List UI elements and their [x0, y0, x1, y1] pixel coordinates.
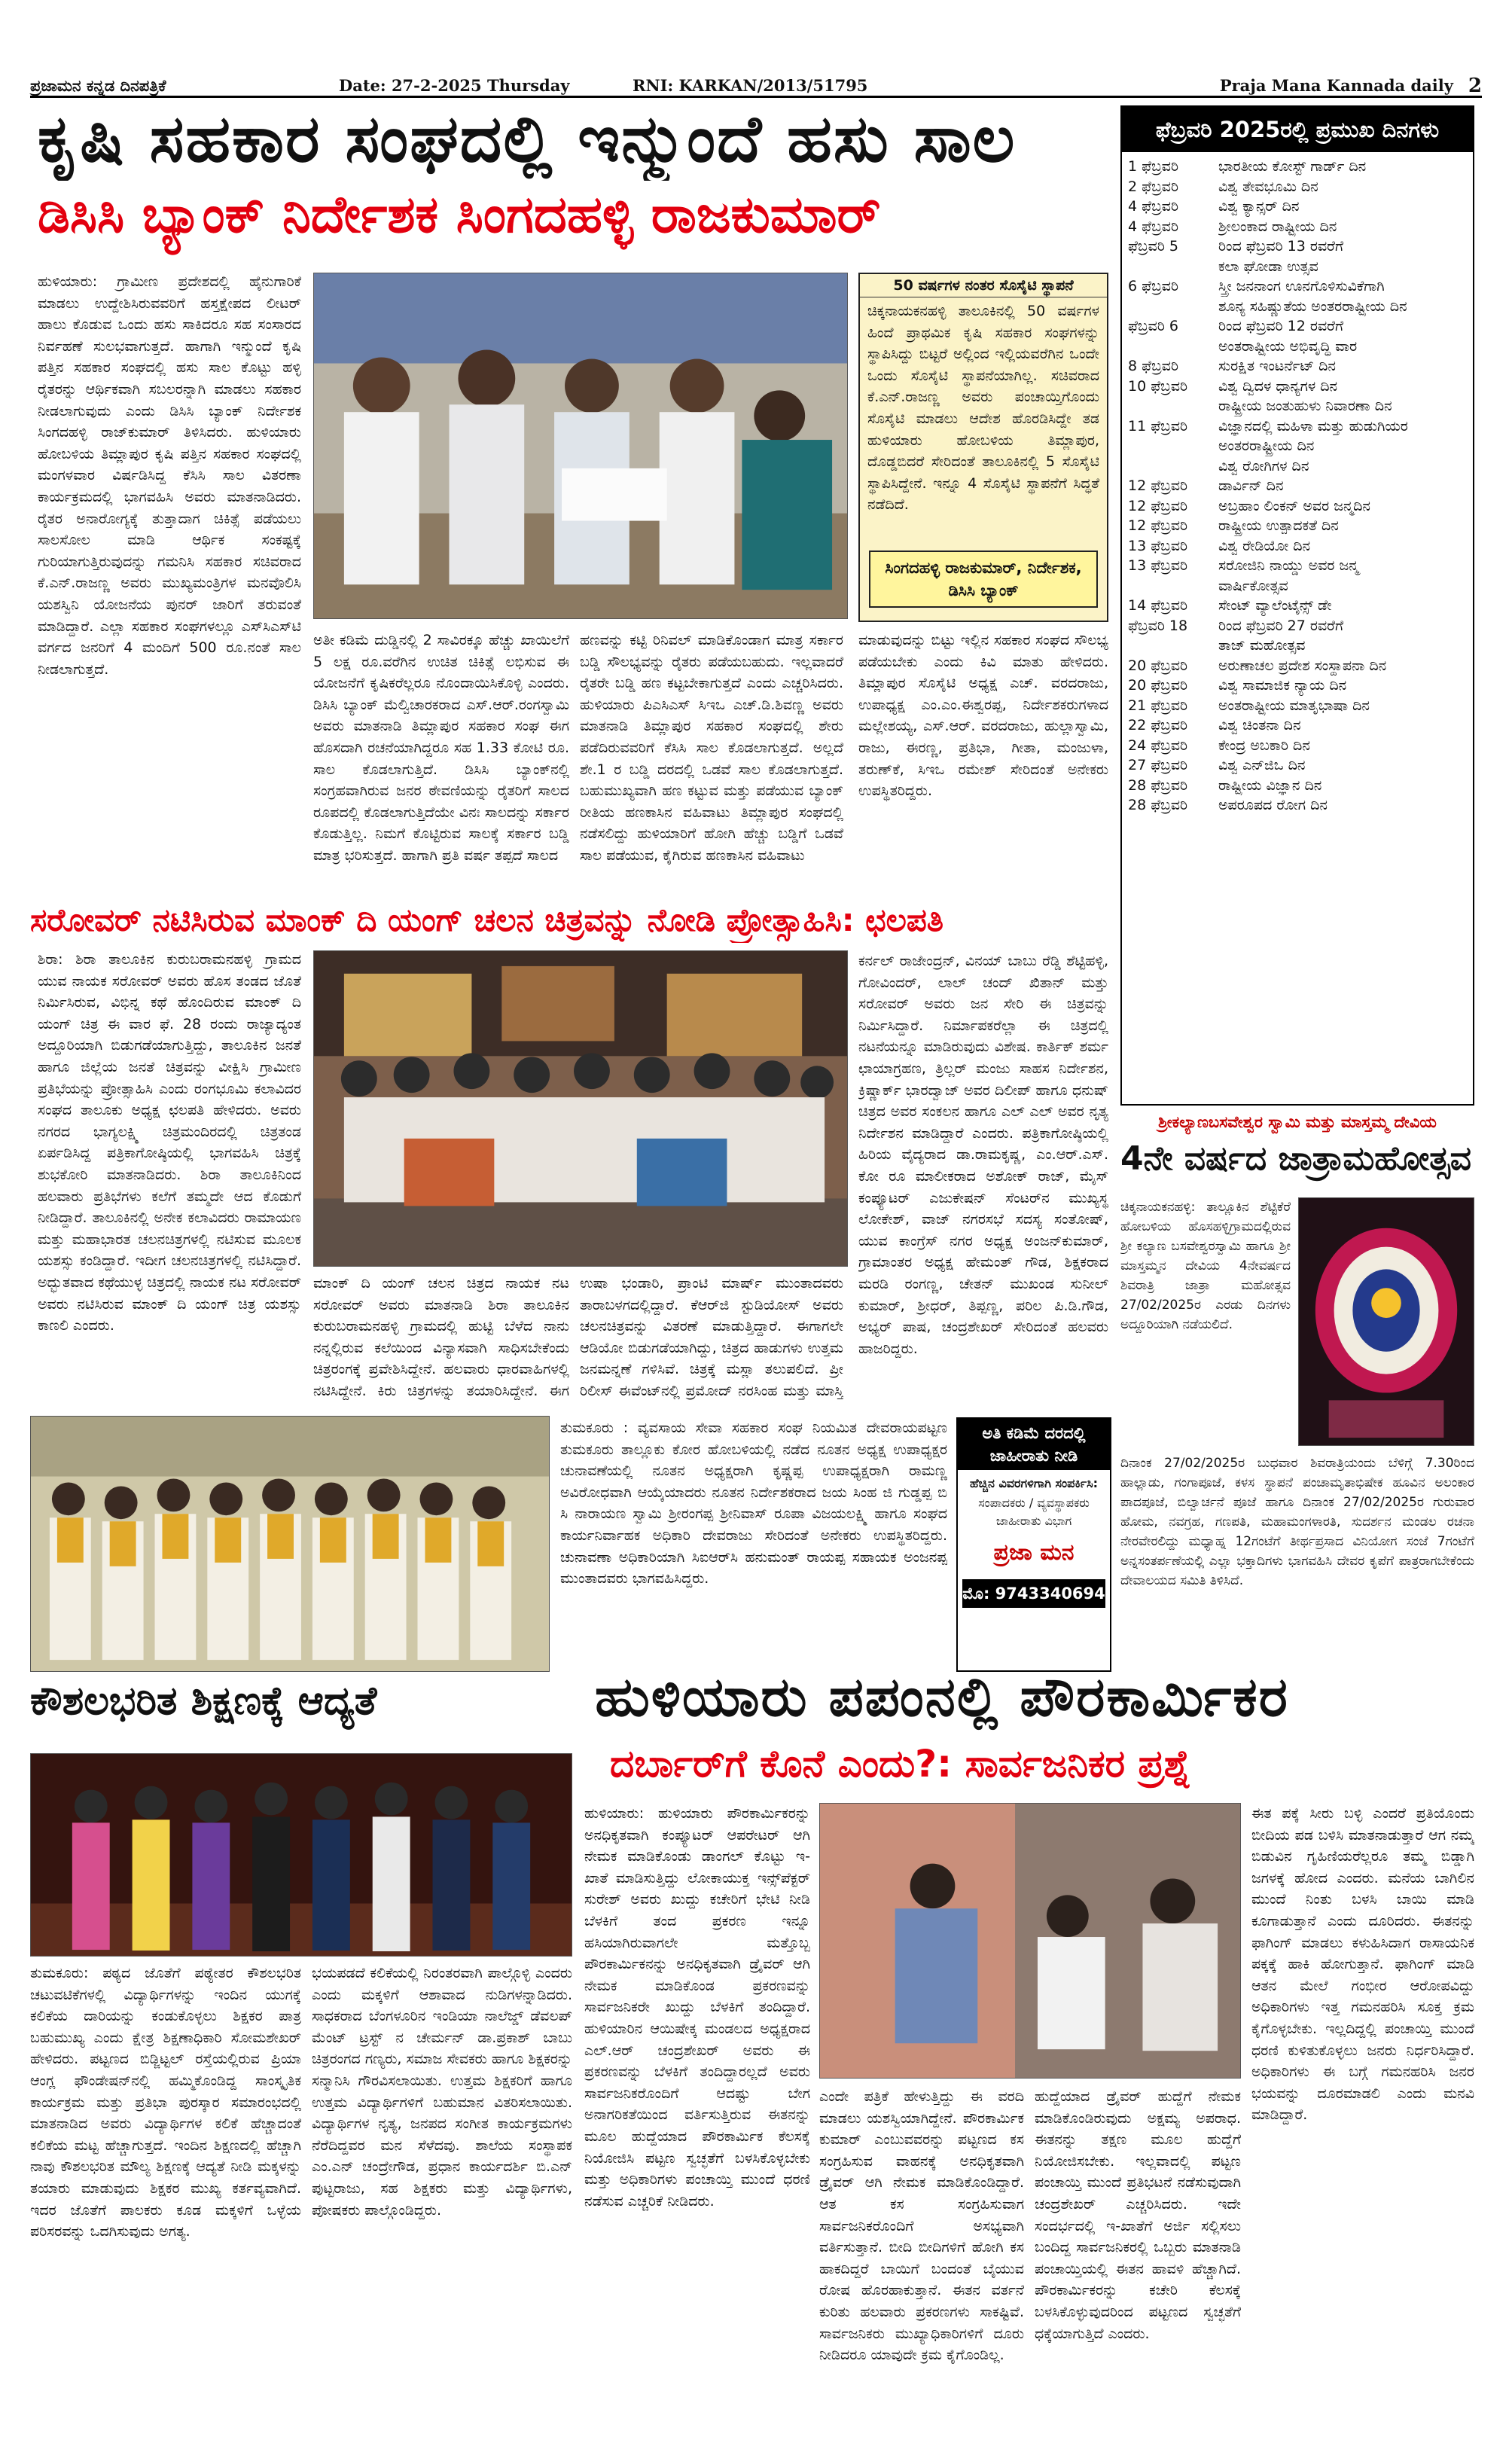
calendar-row	[1128, 356, 1467, 377]
calendar-date	[1128, 257, 1218, 277]
calendar-event: ವಿಶ್ವ ಎನ್‌ಜಿಒ ದಿನ	[1218, 757, 1306, 773]
story5-col2: ಎಂದೇ ಪತ್ರಿಕೆ ಹೇಳುತ್ತಿದ್ದು ಈ ವರದಿ ಮಾಡಲು ಯಶಸ್ವಿಯಾಗಿದ್ದೇನೆ. ಪೌರಕಾರ್ಮಿಕ ಕುಮಾರ್ ಎಂಬುವವರನ್ನು ಪಟ್ಟಣದ ಕಸ ಸಂಗ್ರಹಿಸುವ ವಾಹನಕ್ಕೆ ಅನಧಿಕೃತವಾಗಿ ಡ್ರೈವರ್ ಆಗಿ ನೇಮಕ ಮಾಡಿಕೊಂಡಿದ್ದಾರೆ. ಆತ ಕಸ ಸಂಗ್ರಹಿಸುವಾಗ ಸಾರ್ವಜನಿಕರೊಂದಿಗೆ ಅಸಭ್ಯವಾಗಿ ವರ್ತಿಸುತ್ತಾನೆ. ಬೀದಿ ಬೀದಿಗಳಿಗೆ ಹೋಗಿ ಕಸ ಹಾಕದಿದ್ದರೆ ಬಾಯಿಗೆ ಬಂದಂತೆ ಬೈಯುವ ರೋಷ ಹೊರಹಾಕುತ್ತಾನೆ. ಈತನ ವರ್ತನೆ ಕುರಿತು ಹಲವಾರು ಪ್ರಕರಣಗಳು ಸಾಕಷ್ಟಿವೆ. ಸಾರ್ವಜನಿಕರು ಮುಖ್ಯಾಧಿಕಾರಿಗಳಿಗೆ ದೂರು ನೀಡಿದರೂ ಯಾವುದೇ ಕ್ರಮ ಕೈಗೊಂಡಿಲ್ಲ.	[819, 2088, 1024, 2364]
calendar-date: 24 ಫೆಬ್ರವರಿ	[1128, 737, 1188, 754]
calendar-event: ಡಾರ್ವಿನ್ ದಿನ	[1218, 477, 1284, 494]
calendar-event: ಸುರಕ್ಷಿತ ಇಂಟರ್ನೆಟ್ ದಿನ	[1218, 358, 1336, 374]
calendar-row	[1128, 536, 1467, 557]
calendar-row	[1128, 416, 1467, 437]
temple-col-full: ದಿನಾಂಕ 27/02/2025ರ ಬುಧವಾರ ಶಿವರಾತ್ರಿಯಂದು ಬೆಳಿಗ್ಗೆ 7.30ರಿಂದ ಹಾಲ್ಲಾಡು, ಗಂಗಾಪೂಜೆ, ಕಳಸ ಸ್ಥಾಪನೆ ಪಂಚಾಮೃತಾಭಿಷೇಕ ಹೂವಿನ ಅಲಂಕಾರ ಪಾದಪೂಜೆ, ಬಿಲ್ವಾರ್ಚನೆ ಪೂಜೆ ಹಾಗೂ ದಿನಾಂಕ 27/02/2025ರ ಗುರುವಾರ ಹೋಮ, ನವಗ್ರಹ, ಗಣಪತಿ, ಮಹಾಮಂಗಳಾರತಿ, ಸುದರ್ಶನ ಮಂಡಲ ರಚನಾ ನೇರವೇರಲಿದ್ದು ಮಧ್ಯಾಹ್ನ 12ಗಂಟೆಗೆ ತೀರ್ಥಪ್ರಸಾದ ವಿನಿಯೋಗ ಸಂಜೆ 7ಗಂಟೆಗೆ ಅನ್ನಸಂತರ್ಪಣೆಯಲ್ಲಿ ಎಲ್ಲಾ ಭಕ್ತಾದಿಗಳು ಭಾಗವಹಿಸಿ ದೇವರ ಕೃಪೆಗೆ ಪಾತ್ರರಾಗಬೇಕೆಂದು ದೇವಾಲಯದ ಸಮಿತಿ ತಿಳಿಸಿದೆ.	[1120, 1456, 1474, 1588]
calendar-date: 12 ಫೆಬ್ರವರಿ	[1128, 517, 1188, 534]
calendar-row	[1128, 297, 1467, 317]
calendar-event: ವಿಶ್ವ ರೇಡಿಯೋ ದಿನ	[1218, 537, 1311, 554]
temple-caption: ಶ್ರೀಕಲ್ಯಾಣಬಸವೇಶ್ವರ ಸ್ವಾಮಿ ಮತ್ತು ಮಾಸ್ತಮ್ಮ ದೇವಿಯ	[1158, 1113, 1437, 1131]
story1-subhead: ಡಿಸಿಸಿ ಬ್ಯಾಂಕ್ ನಿರ್ದೇಶಕ ಸಿಂಗದಹಳ್ಳಿ ರಾಜಕುಮಾರ್	[38, 188, 881, 245]
calendar-date: 20 ಫೆಬ್ರವರಿ	[1128, 677, 1188, 694]
calendar-list	[1122, 152, 1473, 820]
story2-col4: ಕರ್ನಲ್ ರಾಜೇಂದ್ರನ್, ವಿನಯ್ ಬಾಬು ರೆಡ್ಡಿ ಶೆಟ್ಟಿಹಳ್ಳಿ, ಗೋವಿಂದರ್, ಲಾಲ್ ಚಂದ್ ಖಿತಾನ್ ಮತ್ತು ಸರೋವರ್ ಅವರು ಜನ ಸೇರಿ ಈ ಚಿತ್ರವನ್ನು ನಿರ್ಮಿಸಿದ್ದಾರೆ. ನಿರ್ಮಾಪಕರೆಲ್ಲಾ ಈ ಚಿತ್ರದಲ್ಲಿ ನಟನೆಯನ್ನೂ ಮಾಡಿರುವುದು ವಿಶೇಷ. ಕಾರ್ತಿಕ್ ಶರ್ಮ ಛಾಯಾಗ್ರಹಣ, ತ್ರಿಲ್ಲರ್ ಮಂಜು ಸಾಹಸ ನಿರ್ದೇಶನ, ಕ್ರಿಷ್ಣಾರ್ಕ್ ಭಾರದ್ವಾಜ್ ಅವರ ದಿಲೀಪ್ ಹಾಗೂ ಧನುಷ್ ಚಿತ್ರದ ಅವರ ಸಂಕಲನ ಹಾಗೂ ಎಲ್ ಎಲ್ ಅವರ ನೃತ್ಯ ನಿರ್ದೇಶನ ಮಾಡಿದ್ದಾರೆ ಎಂದರು. ಪತ್ರಿಕಾಗೋಷ್ಠಿಯಲ್ಲಿ ಹಿರಿಯ ವೈದ್ಯರಾದ ಡಾ.ರಾಮಕೃಷ್ಣ, ಎಂ.ಆರ್.ಎಸ್. ಕೋ ರೂ ಮಾಲೀಕರಾದ ಅಶೋಕ್ ರಾಜ್, ಮೈಸ್ ಕಂಪ್ಯೂಟರ್ ಎಜುಕೇಷನ್ ಸೆಂಟರ್‌ನ ಮುಖ್ಯಸ್ಥ ಲೋಕೇಶ್, ವಾಜ್ ನಗರಸಭೆ ಸದಸ್ಯ ಸಂತೋಷ್, ಯುವ ಕಾಂಗ್ರೆಸ್ ನಗರ ಅಧ್ಯಕ್ಷ ಅಂಜನ್‌ಕುಮಾರ್, ಗ್ರಾಮಾಂತರ ಅಧ್ಯಕ್ಷ ಹೇಮಂತ್ ಗೌಡ, ಶಿಕ್ಷಕರಾದ ಮರಡಿ ರಂಗಣ್ಣ, ಚೇತನ್ ಮುಖಂಡ ಸುನೀಲ್ ಕುಮಾರ್, ಶ್ರೀಧರ್, ತಿಪ್ಪಣ್ಣ, ಪರಿಲ ಪಿ.ಡಿ.ಗೌಡ, ಅಭ್ಯರ್ ಪಾಷ, ಚಂದ್ರಶೇಖರ್ ಸೇರಿದಂತೆ ಹಲವರು ಹಾಜರಿದ್ದರು.	[858, 953, 1108, 1357]
calendar-row	[1128, 736, 1467, 756]
calendar-row	[1128, 436, 1467, 456]
calendar-date: 28 ಫೆಬ್ರವರಿ	[1128, 776, 1188, 794]
calendar-event: ಅಂತರರಾಷ್ಟ್ರೀಯ ದಿನ	[1218, 438, 1315, 454]
anniversary-box	[858, 273, 1108, 622]
temple-photo	[1298, 1197, 1474, 1446]
calendar-date: 21 ಫೆಬ್ರವರಿ	[1128, 697, 1188, 714]
story4-col1: ತುಮಕೂರು: ಪಠ್ಯದ ಜೊತೆಗೆ ಪಠ್ಯೇತರ ಕೌಶಲಭರಿತ ಚಟುವಟಿಕೆಗಳಲ್ಲಿ ವಿದ್ಯಾರ್ಥಿಗಳನ್ನು ಇಂದಿನ ಯುಗಕ್ಕೆ ಕಲಿಕೆಯ ದಾರಿಯನ್ನು ಕಂಡುಕೊಳ್ಳಲು ಶಿಕ್ಷಕರ ಪಾತ್ರ ಬಹುಮುಖ್ಯ ಎಂದು ಕ್ಷೇತ್ರ ಶಿಕ್ಷಣಾಧಿಕಾರಿ ಸೋಮಶೇಖರ್ ಹೇಳಿದರು. ಪಟ್ಟಣದ ಬಿಡ್ಜಿಟ್ಟಲ್ ರಸ್ತೆಯಲ್ಲಿರುವ ಪ್ರಿಯಾ ಆಂಗ್ಲ ಫೌಂಡೇಷನ್‌ನಲ್ಲಿ ಹಮ್ಮಿಕೊಂಡಿದ್ದ ಸಾಂಸ್ಕೃತಿಕ ಕಾರ್ಯಕ್ರಮ ಮತ್ತು ಪ್ರತಿಭಾ ಪುರಸ್ಕಾರ ಸಮಾರಂಭದಲ್ಲಿ ಮಾತನಾಡಿದ ಅವರು ವಿದ್ಯಾರ್ಥಿಗಳ ಕಲಿಕೆ ಹೆಚ್ಚಾದಂತೆ ಕಲಿಕೆಯ ಮಟ್ಟ ಹೆಚ್ಚಾಗುತ್ತದೆ. ಇಂದಿನ ಶಿಕ್ಷಣದಲ್ಲಿ ಹೆಚ್ಚಾಗಿ ನಾವು ಕೌಶಲಭರಿತ ಮೌಲ್ಯ ಶಿಕ್ಷಣಕ್ಕೆ ಆದ್ಯತೆ ನೀಡಿ ಮಕ್ಕಳನ್ನು ತಯಾರು ಮಾಡುವುದು ಶಿಕ್ಷಕರ ಮುಖ್ಯ ಕರ್ತವ್ಯವಾಗಿದೆ. ಇದರ ಜೊತೆಗೆ ಪಾಲಕರು ಕೂಡ ಮಕ್ಕಳಿಗೆ ಒಳ್ಳೆಯ ಪರಿಸರವನ್ನು ಒದಗಿಸುವುದು ಅಗತ್ಯ.	[30, 1965, 301, 2240]
paper-name: Praja Mana Kannada daily	[1219, 76, 1453, 95]
calendar-date: ಫೆಬ್ರವರಿ 5	[1128, 238, 1178, 255]
story4-headline: ಕೌಶಲಭರಿತ ಶಿಕ್ಷಣಕ್ಕೆ ಆದ್ಯತೆ	[30, 1681, 377, 1724]
calendar-event: ಶೂನ್ಯ ಸಹಿಷ್ಣುತೆಯ ಅಂತರರಾಷ್ಟ್ರೀಯ ದಿನ	[1218, 297, 1407, 315]
calendar-event: ಅಬ್ರಹಾಂ ಲಿಂಕನ್ ಅವರ ಜನ್ಮದಿನ	[1218, 497, 1370, 514]
story1-col4: ಮಾಡುವುದನ್ನು ಬಿಟ್ಟು ಇಲ್ಲಿನ ಸಹಕಾರ ಸಂಘದ ಸೌಲಭ್ಯ ಪಡೆಯಬೇಕು ಎಂದು ಕಿವಿ ಮಾತು ಹೇಳಿದರು. ತಿಮ್ಲಾಪುರ ಸೊಸೈಟಿ ಅಧ್ಯಕ್ಷ ಎಚ್. ವರದರಾಜು, ಉಪಾಧ್ಯಕ್ಷ ಎಂ.ಎಂ.ಈಶ್ವರಪ್ಪ, ನಿರ್ದೇಶಕರುಗಳಾದ ಮಲ್ಲೇಶಯ್ಯ, ಎಸ್.ಆರ್. ವರದರಾಜು, ಹುಲ್ಲಾಸ್ವಾಮಿ, ರಾಜು, ಈರಣ್ಣ, ಪ್ರತಿಭಾ, ಗೀತಾ, ಮಂಜುಳಾ, ತರುಣ್‌ಕೆ, ಸಿಇಒ ರಮೇಶ್ ಸೇರಿದಂತೆ ಅನೇಕರು ಉಪಸ್ಥಿತರಿದ್ದರು.	[858, 632, 1108, 800]
story5-subhead: ದರ್ಬಾರ್‌ಗೆ ಕೊನೆ ಎಂದು?: ಸಾರ್ವಜನಿಕರ ಪ್ರಶ್ನೆ	[610, 1744, 1191, 1786]
story4-photo	[30, 1753, 572, 1957]
story2-photo	[313, 950, 848, 1267]
calendar-event: ಸರೋಜಿನಿ ನಾಯ್ಡು ಅವರ ಜನ್ಮ	[1218, 557, 1359, 574]
story4-col2: ಭಯಪಡದೆ ಕಲಿಕೆಯಲ್ಲಿ ನಿರಂತರವಾಗಿ ಪಾಲ್ಗೊಳ್ಳಿ ಎಂದರು ಎಂದು ಮಕ್ಕಳಿಗೆ ಆಶಾವಾದ ನುಡಿಗಳನ್ನಾಡಿದರು. ಸಾಧಕರಾದ ಬೆಂಗಳೂರಿನ ಇಂಡಿಯಾ ನಾಲೆಜ್ಡ್ ಡೆವಲಪ್ ಮೆಂಟ್ ಟ್ರಸ್ಟ್ ನ ಚೇರ್ಮನ್ ಡಾ.ಪ್ರಕಾಶ್ ಬಾಬು ಚಿತ್ರರಂಗದ ಗಣ್ಯರು, ಸಮಾಜ ಸೇವಕರು ಹಾಗೂ ಶಿಕ್ಷಕರನ್ನು ಸನ್ಮಾನಿಸಿ ಗೌರವಿಸಲಾಯಿತು. ಉತ್ತಮ ಶಿಕ್ಷಕರಿಗೆ ಹಾಗೂ ಉತ್ತಮ ವಿದ್ಯಾರ್ಥಿಗಳಿಗೆ ಬಹುಮಾನ ವಿತರಿಸಲಾಯಿತು. ವಿದ್ಯಾರ್ಥಿಗಳ ನೃತ್ಯ, ಜನಪದ ಸಂಗೀತ ಕಾರ್ಯಕ್ರಮಗಳು ನೆರೆದಿದ್ದವರ ಮನ ಸೆಳೆದವು. ಶಾಲೆಯ ಸಂಸ್ಥಾಪಕ ಎಂ.ಎನ್ ಚಂದ್ರೇಗೌಡ, ಪ್ರಧಾನ ಕಾರ್ಯದರ್ಶಿ ಬಿ.ಎನ್ ಪುಟ್ಟರಾಜು, ಸಹ ಶಿಕ್ಷಕರು ಮತ್ತು ವಿದ್ಯಾರ್ಥಿಗಳು, ಪೋಷಕರು ಪಾಲ್ಗೊಂಡಿದ್ದರು.	[312, 1965, 572, 2219]
calendar-date	[1128, 576, 1218, 596]
calendar-date: 12 ಫೆಬ್ರವರಿ	[1128, 477, 1188, 494]
story2-col3: ಉಷಾ ಭಂಡಾರಿ, ಪ್ರಾಂಟಿ ಮಾರ್ಷ್ ಮುಂತಾದವರು ತಾರಾಬಳಗದಲ್ಲಿದ್ದಾರೆ. ಕೆಆರ್‌ಜಿ ಸ್ಟುಡಿಯೋಸ್ ಅವರು ಚಲನಚಿತ್ರವನ್ನು ವಿತರಣೆ ಮಾಡುತ್ತಿದ್ದಾರೆ. ಈಗಾಗಲೇ ಆಡಿಯೋ ಬಿಡುಗಡೆಯಾಗಿದ್ದು, ಚಿತ್ರದ ಹಾಡುಗಳು ಉತ್ತಮ ಜನಮನ್ನಣೆ ಗಳಿಸಿವೆ. ಚಿತ್ರಕ್ಕೆ ಮಸ್ಲಾ ತಲುಪಲಿದೆ. ಪ್ರೀ ರಿಲೀಸ್ ಈವೆಂಟ್‌ನಲ್ಲಿ ಪ್ರಮೋದ್ ನರಸಿಂಹ ಮತ್ತು ಮಾಸ್ತಿ	[580, 1275, 843, 1399]
story3-body: ತುಮಕೂರು : ವ್ಯವಸಾಯ ಸೇವಾ ಸಹಕಾರ ಸಂಘ ನಿಯಮಿತ ದೇವರಾಯಪಟ್ಟಣ ತುಮಕೂರು ತಾಲ್ಲೂಕು ಕೋರ ಹೋಬಳಿಯಲ್ಲಿ ನಡೆದ ನೂತನ ಅಧ್ಯಕ್ಷ ಉಪಾಧ್ಯಕ್ಷರ ಚುನಾವಣೆಯಲ್ಲಿ ನೂತನ ಅಧ್ಯಕ್ಷರಾಗಿ ಕೃಷ್ಣಪ್ಪ ಉಪಾಧ್ಯಕ್ಷರಾಗಿ ರಾಮಣ್ಣ ಅವಿರೋಧವಾಗಿ ಆಯ್ಕೆಯಾದರು ನೂತನ ನಿರ್ದೇಶಕರಾದ ಜಯ ಸಿಂಹ ಜಿ ಗುಡ್ಡಪ್ಪ ಬಿ ಸಿ ನಾರಾಯಣ ಸ್ವಾಮಿ ಶ್ರೀರಂಗಪ್ಪ ಶ್ರೀನಿವಾಸ್ ರೂಪಾ ವಿಜಯಲಕ್ಷ್ಮಿ ಹಾಗೂ ಸಂಘದ ಕಾರ್ಯನಿರ್ವಾಹಕ ಅಧಿಕಾರಿ ದೇವರಾಜು ಸೇರಿದಂತೆ ಅನೇಕರು ಉಪಸ್ಥಿತರಿದ್ದರು. ಚುನಾವಣಾ ಅಧಿಕಾರಿಯಾಗಿ ಸಿಐಆರ್‌ಸಿ ಹನುಮಂತ್ ರಾಯಪ್ಪ ಸಹಾಯಕ ಅಂಜನಪ್ಪ ಮುಂತಾದವರು ಭಾಗವಹಿಸಿದ್ದರು.	[560, 1420, 947, 1588]
calendar-row	[1128, 456, 1467, 477]
calendar-date: 20 ಫೆಬ್ರವರಿ	[1128, 657, 1188, 674]
calendar-event: ಕಲಾ ಘೋಡಾ ಉತ್ಸವ	[1218, 258, 1318, 275]
calendar-row	[1128, 496, 1467, 517]
calendar-row	[1128, 596, 1467, 616]
calendar-date: 13 ಫೆಬ್ರವರಿ	[1128, 537, 1188, 554]
calendar-date: 28 ಫೆಬ್ರವರಿ	[1128, 797, 1188, 813]
temple-headline: 4ನೇ ವರ್ಷದ ಜಾತ್ರಾಮಹೋತ್ಸವ	[1120, 1142, 1472, 1178]
calendar-event: ಅಂತರಾಷ್ಟ್ರೀಯ ಅಭಿವೃದ್ಧಿ ವಾರ	[1218, 337, 1358, 355]
calendar-date: ಫೆಬ್ರವರಿ 18	[1128, 617, 1188, 634]
calendar-event: ಅಂತರಾಷ್ಟ್ರೀಯ ಮಾತೃಭಾಷಾ ದಿನ	[1218, 697, 1370, 714]
story5-headline: ಹುಳಿಯಾರು ಪಪಂನಲ್ಲಿ ಪೌರಕಾರ್ಮಿಕರ	[595, 1669, 1289, 1728]
calendar-date: 4 ಫೆಬ್ರವರಿ	[1128, 198, 1178, 215]
calendar-row	[1128, 476, 1467, 496]
calendar-row	[1128, 257, 1467, 277]
ad-line1: ಹೆಚ್ಚಿನ ವಿವರಗಳಿಗಾಗಿ ಸಂಪರ್ಕಿಸಿ:	[969, 1476, 1099, 1490]
issue-date: Date: 27-2-2025 Thursday	[339, 76, 570, 95]
page-number: 2	[1468, 74, 1482, 97]
calendar-event: ವಿಜ್ಞಾನದಲ್ಲಿ ಮಹಿಳಾ ಮತ್ತು ಹುಡುಗಿಯರ	[1218, 417, 1408, 435]
ad-phone: ಮೊ: 9743340694	[962, 1579, 1105, 1608]
calendar-date: ಫೆಬ್ರವರಿ 6	[1128, 318, 1178, 334]
calendar-event: ಭಾರತೀಯ ಕೋಸ್ಟ್ ಗಾರ್ಡ್ ದಿನ	[1218, 158, 1367, 175]
calendar-event: ರಾಷ್ಟ್ರೀಯ ವಿಜ್ಞಾನ ದಿನ	[1218, 776, 1322, 794]
story1-headline: ಕೃಷಿ ಸಹಕಾರ ಸಂಘದಲ್ಲಿ ಇನ್ಮುಂದೆ ಹಸು ಸಾಲ	[38, 105, 1017, 177]
story2-headline: ಸರೋವರ್ ನಟಿಸಿರುವ ಮಾಂಕ್ ದಿ ಯಂಗ್ ಚಲನ ಚಿತ್ರವನ್ನು ನೋಡಿ ಪ್ರೋತ್ಸಾಹಿಸಿ: ಛಲಪತಿ	[30, 904, 944, 938]
calendar-event: ರಾಷ್ಟ್ರೀಯ ಜಂತುಹುಳು ನಿವಾರಣಾ ದಿನ	[1218, 398, 1392, 414]
calendar-date: 4 ಫೆಬ್ರವರಿ	[1128, 218, 1178, 235]
calendar-date: 1 ಫೆಬ್ರವರಿ	[1128, 158, 1178, 175]
calendar-date: 14 ಫೆಬ್ರವರಿ	[1128, 597, 1188, 614]
calendar-row	[1128, 516, 1467, 536]
calendar-row	[1128, 157, 1467, 177]
calendar-row	[1128, 795, 1467, 816]
story1-col2: ಅತೀ ಕಡಿಮೆ ದುಡ್ಡಿನಲ್ಲಿ 2 ಸಾವಿರಕ್ಕೂ ಹೆಚ್ಚು ಖಾಯಿಲೆಗೆ 5 ಲಕ್ಷ ರೂ.ವರೆಗಿನ ಉಚಿತ ಚಿಕಿತ್ಸೆ ಲಭಿಸುವ ಈ ಯೋಜನೆಗೆ ಕೃಷಿಕರೆಲ್ಲರೂ ನೊಂದಾಯಿಸಿಕೊಳ್ಳಿ ಎಂದರು. ಡಿಸಿಸಿ ಬ್ಯಾಂಕ್ ಮೆಲ್ವಿಚಾರಕರಾದ ಎಸ್.ಆರ್.ರಂಗಸ್ವಾಮಿ ಅವರು ಮಾತನಾಡಿ ತಿಮ್ಲಾಪುರ ಸಹಕಾರ ಸಂಘ ಈಗ ಹೊಸದಾಗಿ ರಚನೆಯಾಗಿದ್ದರೂ ಸಹ 1.33 ಕೋಟಿ ರೂ. ಸಾಲ ಕೊಡಲಾಗುತ್ತಿದೆ. ಡಿಸಿಸಿ ಬ್ಯಾಂಕ್‌ನಲ್ಲಿ ಸಂಗ್ರಹವಾಗಿರುವ ಜನರ ಠೇವಣಿಯನ್ನು ರೈತರಿಗೆ ಸಾಲದ ರೂಪದಲ್ಲಿ ಕೊಡಲಾಗುತ್ತಿದೆಯೇ ವಿನಃ ಸಾಲದನ್ನು ಸರ್ಕಾರ ಕೊಡುತ್ತಿಲ್ಲ. ನಿಮಗೆ ಕೊಟ್ಟಿರುವ ಸಾಲಕ್ಕೆ ಸರ್ಕಾರ ಬಡ್ಡಿ ಮಾತ್ರ ಭರಿಸುತ್ತದೆ. ಹಾಗಾಗಿ ಪ್ರತಿ ವರ್ಷ ತಪ್ಪದೆ ಸಾಲದ	[313, 632, 569, 864]
masthead	[30, 75, 1482, 98]
calendar-date: 13 ಫೆಬ್ರವರಿ	[1128, 557, 1188, 574]
calendar-event: ರಾಷ್ಟ್ರೀಯ ಉತ್ಪಾದಕತೆ ದಿನ	[1218, 517, 1339, 534]
calendar-event: ಸ್ತ್ರೀ ಜನನಾಂಗ ಊನಗೊಳಿಸುವಿಕೆಗಾಗಿ	[1218, 278, 1385, 294]
calendar-row	[1128, 316, 1467, 337]
calendar-date	[1128, 636, 1218, 656]
story5-col3: ಹುದ್ದೆಯಾದ ಡ್ರೈವರ್ ಹುದ್ದೆಗೆ ನೇಮಕ ಮಾಡಿಕೊಂಡಿರುವುದು ಅಕ್ಷಮ್ಯ ಅಪರಾಧ. ಈತನನ್ನು ತಕ್ಷಣ ಮೂಲ ಹುದ್ದೆಗೆ ನಿಯೋಜಿಸಬೇಕು. ಇಲ್ಲವಾದಲ್ಲಿ ಪಟ್ಟಣ ಪಂಚಾಯ್ತಿ ಮುಂದೆ ಪ್ರತಿಭಟನೆ ನಡೆಸುವುದಾಗಿ ಚಂದ್ರಶೇಖರ್ ಎಚ್ಚರಿಸಿದರು. ಇದೇ ಸಂದರ್ಭದಲ್ಲಿ ಇ-ಖಾತೆಗೆ ಅರ್ಜಿ ಸಲ್ಲಿಸಲು ಬಂದಿದ್ದ ಸಾರ್ವಜನಿಕರಲ್ಲಿ ಒಬ್ಬರು ಮಾತನಾಡಿ ಪಂಚಾಯ್ತಿಯಲ್ಲಿ ಈತನ ಹಾವಳಿ ಹೆಚ್ಚಾಗಿದೆ. ಪೌರಕಾರ್ಮಿಕರನ್ನು ಕಚೇರಿ ಕೆಲಸಕ್ಕೆ ಬಳಸಿಕೊಳ್ಳುವುದರಿಂದ ಪಟ್ಟಣದ ಸ್ವಚ್ಛತೆಗೆ ಧಕ್ಕೆಯಾಗುತ್ತಿದೆ ಎಂದರು.	[1035, 2088, 1241, 2342]
calendar-event: ವಿಶ್ವ ಸಾಮಾಜಿಕ ನ್ಯಾಯ ದಿನ	[1218, 677, 1347, 694]
calendar-date: 12 ಫೆಬ್ರವರಿ	[1128, 497, 1188, 514]
temple-col-left: ಚಿಕ್ಕನಾಯಕನಹಳ್ಳಿ: ತಾಲ್ಲೂಕಿನ ಶೆಟ್ಟಿಕೆರೆ ಹೋಬಳಿಯ ಹೊಸಹಳ್ಳಿಗ್ರಾಮದಲ್ಲಿರುವ ಶ್ರೀ ಕಲ್ಯಾಣ ಬಸವೇಶ್ವರಸ್ವಾಮಿ ಹಾಗೂ ಶ್ರೀ ಮಾಸ್ತಮ್ಮನ ದೇವಿಯ 4ನೇವರ್ಷದ ಶಿವರಾತ್ರಿ ಜಾತ್ರಾ ಮಹೋತ್ಸವ 27/02/2025ರ ಎರಡು ದಿನಗಳು ಅದ್ದೂರಿಯಾಗಿ ನಡೆಯಲಿದೆ.	[1120, 1200, 1291, 1332]
calendar-event: ರಿಂದ ಫೆಬ್ರವರಿ 27 ರವರೆಗೆ	[1218, 617, 1343, 634]
calendar-event: ವಿಶ್ವ ಚಿಂತನಾ ದಿನ	[1218, 717, 1301, 734]
ad-line3: ಜಾಹೀರಾತು ವಿಭಾಗ	[995, 1514, 1072, 1528]
anniversary-body: ಚಿಕ್ಕನಾಯಕನಹಳ್ಳಿ ತಾಲೂಕಿನಲ್ಲಿ 50 ವರ್ಷಗಳ ಹಿಂದೆ ಪ್ರಾಥಮಿಕ ಕೃಷಿ ಸಹಕಾರ ಸಂಘಗಳನ್ನು ಸ್ಥಾಪಿಸಿದ್ದು ಬಿಟ್ಟರೆ ಅಲ್ಲಿಂದ ಇಲ್ಲಿಯವರೆಗಿನ ಒಂದೇ ಒಂದು ಸೊಸೈಟಿ ಸ್ಥಾಪನೆಯಾಗಿಲ್ಲ. ಸಚಿವರಾದ ಕೆ.ಎನ್.ರಾಜಣ್ಣ ಅವರು ಪಂಚಾಯ್ತಿಗೊಂದು ಸೊಸೈಟಿ ಮಾಡಲು ಆದೇಶ ಹೊರಡಿಸಿದ್ದೇ ತಡ ಹುಳಿಯಾರು ಹೋಬಳಿಯ ತಿಮ್ಲಾಪುರ, ದೊಡ್ಡಬಿದರೆ ಸೇರಿದಂತೆ ತಾಲೂಕಿನಲ್ಲಿ 5 ಸೊಸೈಟಿ ಸ್ಥಾಪಿಸಿದ್ದೇನೆ. ಇನ್ನೂ 4 ಸೊಸೈಟಿ ಸ್ಥಾಪನೆಗೆ ಸಿದ್ಧತೆ ನಡೆದಿದೆ.	[867, 303, 1099, 514]
calendar-date	[1128, 456, 1218, 477]
calendar-row	[1128, 676, 1467, 696]
calendar-row	[1128, 177, 1467, 197]
ad-title: ಅತಿ ಕಡಿಮೆ ದರದಲ್ಲಿ ಜಾಹೀರಾತು ನೀಡಿ	[958, 1419, 1110, 1470]
story2-col1: ಶಿರಾ: ಶಿರಾ ತಾಲೂಕಿನ ಕುರುಬರಾಮನಹಳ್ಳಿ ಗ್ರಾಮದ ಯುವ ನಾಯಕ ಸರೋವರ್ ಅವರು ಹೊಸ ತಂಡದ ಜೊತೆ ನಿರ್ಮಿಸಿರುವ, ವಿಭಿನ್ನ ಕಥೆ ಹೊಂದಿರುವ ಮಾಂಕ್ ದಿ ಯಂಗ್ ಚಿತ್ರ ಈ ವಾರ ಫೆ. 28 ರಂದು ರಾಜ್ಯಾದ್ಯಂತ ಅದ್ದೂರಿಯಾಗಿ ಬಿಡುಗಡೆಯಾಗುತ್ತಿದ್ದು, ತಾಲೂಕಿನ ಜನತೆ ಹಾಗೂ ಜಿಲ್ಲೆಯ ಜನತೆ ಚಿತ್ರವನ್ನು ವೀಕ್ಷಿಸಿ ಗ್ರಾಮೀಣ ಪ್ರತಿಭೆಯನ್ನು ಪ್ರೋತ್ಸಾಹಿಸಿ ಎಂದು ರಂಗಭೂಮಿ ಕಲಾವಿದರ ಸಂಘದ ತಾಲೂಕು ಅಧ್ಯಕ್ಷ ಛಲಪತಿ ಹೇಳಿದರು. ಅವರು ನಗರದ ಭಾಗ್ಯಲಕ್ಷ್ಮಿ ಚಿತ್ರಮಂದಿರದಲ್ಲಿ ಚಿತ್ರತಂಡ ಏರ್ಪಡಿಸಿದ್ದ ಪತ್ರಿಕಾಗೋಷ್ಠಿಯಲ್ಲಿ ಭಾಗವಹಿಸಿ ಚಿತ್ರಕ್ಕೆ ಶುಭಕೋರಿ ಮಾತನಾಡಿದರು. ಶಿರಾ ತಾಲೂಕಿನಿಂದ ಹಲವಾರು ಪ್ರತಿಭೆಗಳು ಕಲೆಗೆ ತಮ್ಮದೇ ಆದ ಕೊಡುಗೆ ನೀಡಿದ್ದಾರೆ. ತಾಲೂಕಿನಲ್ಲಿ ಅನೇಕ ಕಲಾವಿದರು ರಾಮಾಯಣ ಮತ್ತು ಮಹಾಭಾರತ ಚಲನಚಿತ್ರಗಳಲ್ಲಿ ನಟಿಸುವ ಮೂಲಕ ಯಶಸ್ಸು ಕಂಡಿದ್ದಾರೆ. ಇದೀಗ ಚಲನಚಿತ್ರಗಳಲ್ಲಿ ನಟಿಸಿದ್ದಾರೆ. ಅದ್ಭುತವಾದ ಕಥೆಯುಳ್ಳ ಚಿತ್ರದಲ್ಲಿ ನಾಯಕ ನಟ ಸರೋವರ್ ಅವರು ನಟಿಸಿರುವ ಮಾಂಕ್ ದಿ ಯಂಗ್ ಚಿತ್ರ ಯಶಸ್ಸು ಕಾಣಲಿ ಎಂದರು.	[38, 951, 301, 1334]
calendar-row	[1128, 576, 1467, 596]
calendar-event: ವಾರ್ಷಿಕೋತ್ಸವ	[1218, 577, 1288, 594]
calendar-row	[1128, 696, 1467, 716]
calendar-row	[1128, 556, 1467, 576]
calendar-event: ಸೇಂಟ್ ವ್ಯಾಲೆಂಟೈನ್ಸ್ ಡೇ	[1218, 597, 1332, 614]
story3-photo	[30, 1416, 550, 1672]
calendar-event: ಅಪರೂಪದ ರೋಗ ದಿನ	[1218, 797, 1328, 813]
calendar-row	[1128, 776, 1467, 796]
calendar-event: ವಿಶ್ವ ತೇವಭೂಮಿ ದಿನ	[1218, 178, 1318, 195]
story2-col2: ಮಾಂಕ್ ದಿ ಯಂಗ್ ಚಲನ ಚಿತ್ರದ ನಾಯಕ ನಟ ಸರೋವರ್ ಅವರು ಮಾತನಾಡಿ ಶಿರಾ ತಾಲೂಕಿನ ಕುರುಬರಾಮನಹಳ್ಳಿ ಗ್ರಾಮದಲ್ಲಿ ಹುಟ್ಟಿ ಬೆಳೆದ ನಾನು ನನ್ನಲ್ಲಿರುವ ಕಲೆಯಿಂದ ವಿನ್ಯಾಸವಾಗಿ ಸಾಧಿಸಬೇಕೆಂದು ಚಿತ್ರರಂಗಕ್ಕೆ ಪ್ರವೇಶಿಸಿದ್ದೇನೆ. ಹಲವಾರು ಧಾರವಾಹಿಗಳಲ್ಲಿ ನಟಿಸಿದ್ದೇನೆ. ಕಿರು ಚಿತ್ರಗಳನ್ನು ತಯಾರಿಸಿದ್ದೇನೆ. ಈಗ	[313, 1275, 569, 1399]
calendar-event: ಅರುಣಾಚಲ ಪ್ರದೇಶ ಸಂಸ್ಥಾಪನಾ ದಿನ	[1218, 657, 1387, 674]
calendar-row	[1128, 656, 1467, 676]
newspaper-logo: ಪ್ರಜಾಮನ ಕನ್ನಡ ದಿನಪತ್ರಿಕೆ	[30, 75, 166, 95]
calendar-event: ಶ್ರೀಲಂಕಾದ ರಾಷ್ಟ್ರೀಯ ದಿನ	[1218, 218, 1337, 235]
calendar-event: ತಾಜ್ ಮಹೋತ್ಸವ	[1218, 637, 1306, 654]
calendar-title: ಫೆಬ್ರವರಿ 2025ರಲ್ಲಿ ಪ್ರಮುಖ ದಿನಗಳು	[1122, 107, 1473, 152]
calendar-date	[1128, 396, 1218, 416]
calendar-row	[1128, 636, 1467, 656]
calendar-row	[1128, 396, 1467, 416]
calendar-date	[1128, 337, 1218, 357]
calendar-event: ವಿಶ್ವ ರೋಗಿಗಳ ದಿನ	[1218, 457, 1309, 474]
story5-col4: ಈತ ಪಕ್ಕೆ ಸೀರು ಬಳ್ಳಿ ಎಂದರೆ ಪ್ರತಿಯೊಂದು ಬೀದಿಯ ಪಡ ಬಳಿಸಿ ಮಾತನಾಡುತ್ತಾರೆ ಆಗ ನಮ್ಮ ಬಿಡುವಿನ ಗೃಹಿಣಿಯರೆಲ್ಲರೂ ತಮ್ಮ ಬಿಡ್ಡಾಗಿ ಜಗಳಕ್ಕೆ ಹೋದ ಎಂದರು. ಮನೆಯ ಬಾಗಿಲಿನ ಮುಂದೆ ನಿಂತು ಬಳಸಿ ಬಾಯಿ ಮಾಡಿ ಕೂಗಾಡುತ್ತಾನೆ ಎಂದು ದೂರಿದರು. ಈತನನ್ನು ಫಾಗಿಂಗ್ ಮಾಡಲು ಕಳುಹಿಸಿದಾಗ ರಾಸಾಯನಿಕ ಪಕ್ಕಕ್ಕೆ ಹಾಕಿ ಹೋಗುತ್ತಾನೆ. ಫಾಗಿಂಗ್ ಮಾಡಿ ಆತನ ಮೇಲೆ ಗಂಭೀರ ಆರೋಪವಿದ್ದು ಅಧಿಕಾರಿಗಳು ಇತ್ತ ಗಮನಹರಿಸಿ ಸೂಕ್ತ ಕ್ರಮ ಕೈಗೊಳ್ಳಬೇಕು. ಇಲ್ಲದಿದ್ದಲ್ಲಿ ಪಂಚಾಯ್ತಿ ಮುಂದೆ ಧರಣಿ ಕುಳಿತುಕೊಳ್ಳಲು ಜನರು ನಿರ್ಧರಿಸಿದ್ದಾರೆ. ಅಧಿಕಾರಿಗಳು ಈ ಬಗ್ಗೆ ಗಮನಹರಿಸಿ ಜನರ ಭಯವನ್ನು ದೂರಮಾಡಲಿ ಎಂದು ಮನವಿ ಮಾಡಿದ್ದಾರೆ.	[1251, 1805, 1474, 2124]
calendar-event: ವಿಶ್ವ ದ್ವಿದಳ ಧಾನ್ಯಗಳ ದಿನ	[1218, 377, 1338, 395]
calendar-date: 10 ಫೆಬ್ರವರಿ	[1128, 377, 1188, 395]
ad-box	[956, 1417, 1111, 1672]
calendar-date: 6 ಫೆಬ್ರವರಿ	[1128, 278, 1178, 294]
calendar-event: ರಿಂದ ಫೆಬ್ರವರಿ 12 ರವರೆಗೆ	[1218, 318, 1343, 334]
calendar-date	[1128, 436, 1218, 456]
calendar-row	[1128, 276, 1467, 297]
calendar-date: 11 ಫೆಬ್ರವರಿ	[1128, 417, 1188, 435]
story1-col3: ಹಣವನ್ನು ಕಟ್ಟಿ ರಿನಿವಲ್ ಮಾಡಿಕೊಂಡಾಗ ಮಾತ್ರ ಸರ್ಕಾರ ಬಡ್ಡಿ ಸೌಲಭ್ಯವನ್ನು ರೈತರು ಪಡೆಯಬಹುದು. ಇಲ್ಲವಾದರೆ ರೈತರೇ ಬಡ್ಡಿ ಹಣ ಕಟ್ಟಬೇಕಾಗುತ್ತದೆ ಎಂದು ಎಚ್ಚರಿಸಿದರು. ಹುಳಿಯಾರು ಪಿಎಸಿಎಸ್ ಸಿಇಒ ಎಚ್.ಡಿ.ಶಿವಣ್ಣ ಅವರು ಮಾತನಾಡಿ ತಿಮ್ಲಾಪುರ ಸಹಕಾರ ಸಂಘದಲ್ಲಿ ಶೇರು ಪಡೆದಿರುವವರಿಗೆ ಕೆಸಿಸಿ ಸಾಲ ಕೊಡಲಾಗುತ್ತದೆ. ಅಲ್ಲದೆ ಶೇ.1 ರ ಬಡ್ಡಿ ದರದಲ್ಲಿ ಒಡವೆ ಸಾಲ ಕೊಡಲಾಗುತ್ತದೆ. ಬಹುಮುಖ್ಯವಾಗಿ ಹಣ ಕಟ್ಟುವ ಮತ್ತು ಪಡೆಯುವ ಬ್ಯಾಂಕ್ ರೀತಿಯ ಹಣಕಾಸಿನ ವಹಿವಾಟು ತಿಮ್ಲಾಪುರ ಸಂಘದಲ್ಲಿ ನಡೆಸಲಿದ್ದು ಹುಳಿಯಾರಿಗೆ ಹೋಗಿ ಹೆಚ್ಚು ಬಡ್ಡಿಗೆ ಒಡವೆ ಸಾಲ ಪಡೆಯುವ, ಕೈಗಿರುವ ಹಣಕಾಸಿನ ವಹಿವಾಟು	[580, 632, 843, 864]
anniversary-title: 50 ವರ್ಷಗಳ ನಂತರ ಸೊಸೈಟಿ ಸ್ಥಾಪನೆ	[860, 274, 1107, 297]
calendar-row	[1128, 236, 1467, 257]
ad-brand: ಪ್ರಜಾ ಮನ	[993, 1539, 1075, 1566]
story1-photo	[313, 273, 848, 619]
calendar-row	[1128, 616, 1467, 636]
calendar-event: ರಿಂದ ಫೆಬ್ರವರಿ 13 ರವರೆಗೆ	[1218, 238, 1343, 255]
calendar-date: 2 ಫೆಬ್ರವರಿ	[1128, 178, 1178, 195]
calendar-date: 27 ಫೆಬ್ರವರಿ	[1128, 757, 1188, 773]
calendar-box	[1120, 105, 1474, 1106]
calendar-row	[1128, 377, 1467, 397]
rni-number: RNI: KARKAN/2013/51795	[633, 76, 868, 95]
calendar-row	[1128, 337, 1467, 357]
calendar-row	[1128, 755, 1467, 776]
calendar-row	[1128, 715, 1467, 736]
anniversary-quote: ಸಿಂಗದಹಳ್ಳಿ ರಾಜಕುಮಾರ್, ನಿರ್ದೇಶಕ, ಡಿಸಿಸಿ ಬ್ಯಾಂಕ್	[869, 551, 1098, 608]
calendar-row	[1128, 197, 1467, 217]
calendar-date	[1128, 297, 1218, 317]
story5-photo	[819, 1803, 1241, 2079]
story1-col1: ಹುಳಿಯಾರು: ಗ್ರಾಮೀಣ ಪ್ರದೇಶದಲ್ಲಿ ಹೈನುಗಾರಿಕೆ ಮಾಡಲು ಉದ್ದೇಶಿಸಿರುವವರಿಗೆ ಹಸ್ತಕ್ಷೇಪದ ಲೀಟರ್ ಹಾಲು ಕೊಡುವ ಒಂದು ಹಸು ಸಾಕಿದರೂ ಸಹ ಸಂಸಾರದ ನಿರ್ವಹಣೆ ಸುಲಭವಾಗುತ್ತದೆ. ಹಾಗಾಗಿ ಇನ್ಮುಂದೆ ಕೃಷಿ ಪತ್ತಿನ ಸಹಕಾರ ಸಂಘದಲ್ಲಿ ಹಸು ಸಾಲ ಕೊಟ್ಟು ಹಳ್ಳಿ ರೈತರನ್ನು ಆರ್ಥಿಕವಾಗಿ ಸಬಲರನ್ನಾಗಿ ಮಾಡಲು ಸಹಕಾರ ನೀಡಲಾಗುವುದು ಎಂದು ಡಿಸಿಸಿ ಬ್ಯಾಂಕ್ ನಿರ್ದೇಶಕ ಸಿಂಗದಹಳ್ಳಿ ರಾಜ್‌ಕುಮಾರ್ ತಿಳಿಸಿದರು. ಹುಳಿಯಾರು ಹೋಬಳಿಯ ತಿಮ್ಲಾಪುರ ಕೃಷಿ ಪತ್ತಿನ ಸಹಕಾರ ಸಂಘದಲ್ಲಿ ಮಂಗಳವಾರ ವಿರ್ಷಡಿಸಿದ್ದ ಕೆಸಿಸಿ ಸಾಲ ವಿತರಣಾ ಕಾರ್ಯಕ್ರಮದಲ್ಲಿ ಭಾಗವಹಿಸಿ ಅವರು ಮಾತನಾಡಿದರು. ರೈತರ ಅನಾರೋಗ್ಯಕ್ಕೆ ತುತ್ತಾದಾಗ ಚಿಕಿತ್ಸೆ ಪಡೆಯಲು ಸಾಲಸೋಲ ಮಾಡಿ ಆರ್ಥಿಕ ಸಂಕಷ್ಟಕ್ಕೆ ಗುರಿಯಾಗುತ್ತಿರುವುದನ್ನು ಗಮನಿಸಿ ಸಹಕಾರ ಸಚಿವರಾದ ಕೆ.ಎನ್.ರಾಜಣ್ಣ ಅವರು ಮುಖ್ಯಮಂತ್ರಿಗಳ ಮನವೊಲಿಸಿ ಯಶಸ್ವಿನಿ ಯೋಜನೆಯ ಪುನರ್ ಜಾರಿಗೆ ತರುವಂತೆ ಮಾಡಿದ್ದಾರೆ. ಎಲ್ಲಾ ಸಹಕಾರ ಸಂಘಗಳಲ್ಲೂ ಎಸ್‌ಸಿಎಸ್‌ಟಿ ವರ್ಗದ ಜನರಿಗೆ 4 ಮಂದಿಗೆ 500 ರೂ.ನಂತೆ ಸಾಲ ನೀಡಲಾಗುತ್ತದೆ.	[38, 273, 301, 678]
calendar-date: 22 ಫೆಬ್ರವರಿ	[1128, 717, 1188, 734]
calendar-row	[1128, 217, 1467, 237]
ad-line2: ಸಂಪಾದಕರು / ವ್ಯವಸ್ಥಾಪಕರು	[978, 1496, 1090, 1510]
calendar-event: ಕೇಂದ್ರ ಅಬಕಾರಿ ದಿನ	[1218, 737, 1310, 754]
story5-col1: ಹುಳಿಯಾರು: ಹುಳಿಯಾರು ಪೌರಕಾರ್ಮಿಕರನ್ನು ಅನಧಿಕೃತವಾಗಿ ಕಂಪ್ಯೂಟರ್ ಆಪರೇಟರ್ ಆಗಿ ನೇಮಕ ಮಾಡಿಕೊಂಡು ಡಾಂಗಲ್ ಕೊಟ್ಟು ಇ-ಖಾತೆ ಮಾಡಿಸುತ್ತಿದ್ದು ಲೋಕಾಯುಕ್ತ ಇನ್ಸ್‌ಪೆಕ್ಟರ್ ಸುರೇಶ್ ಅವರು ಖುದ್ದು ಕಚೇರಿಗೆ ಭೇಟಿ ನೀಡಿ ಬೆಳಕಿಗೆ ತಂದ ಪ್ರಕರಣ ಇನ್ನೂ ಹಸಿಯಾಗಿರುವಾಗಲೇ ಮತ್ತೊಬ್ಬ ಪೌರಕಾರ್ಮಿಕನನ್ನು ಅನಧಿಕೃತವಾಗಿ ಡ್ರೈವರ್ ಆಗಿ ನೇಮಕ ಮಾಡಿಕೊಂಡ ಪ್ರಕರಣವನ್ನು ಸಾರ್ವಜನಿಕರೇ ಖುದ್ದು ಬೆಳಕಿಗೆ ತಂದಿದ್ದಾರೆ. ಹುಳಿಯಾರಿನ ಆಯಿಷೇಕ್ಕ ಮಂಡಲದ ಅಧ್ಯಕ್ಷರಾದ ಎಲ್.ಆರ್ ಚಂದ್ರಶೇಖರ್ ಅವರು ಈ ಪ್ರಕರಣವನ್ನು ಬೆಳಕಿಗೆ ತಂದಿದ್ದಾರಲ್ಲದೆ ಅವರು ಸಾರ್ವಜನಿಕರೊಂದಿಗೆ ಆದಷ್ಟು ಬೇಗ ಅನಾಗರಿಕತೆಯಿಂದ ವರ್ತಿಸುತ್ತಿರುವ ಈತನನ್ನು ಮೂಲ ಹುದ್ದೆಯಾದ ಪೌರಕಾರ್ಮಿಕ ಕೆಲಸಕ್ಕೆ ನಿಯೋಜಿಸಿ ಪಟ್ಟಣ ಸ್ವಚ್ಛತೆಗೆ ಬಳಸಿಕೊಳ್ಳಬೇಕು ಮತ್ತು ಅಧಿಕಾರಿಗಳು ಪಂಚಾಯ್ತಿ ಮುಂದೆ ಧರಣಿ ನಡೆಸುವ ಎಚ್ಚರಿಕೆ ನೀಡಿದರು.	[584, 1805, 810, 2210]
calendar-event: ವಿಶ್ವ ಕ್ಯಾನ್ಸರ್ ದಿನ	[1218, 198, 1300, 215]
calendar-date: 8 ಫೆಬ್ರವರಿ	[1128, 358, 1178, 374]
